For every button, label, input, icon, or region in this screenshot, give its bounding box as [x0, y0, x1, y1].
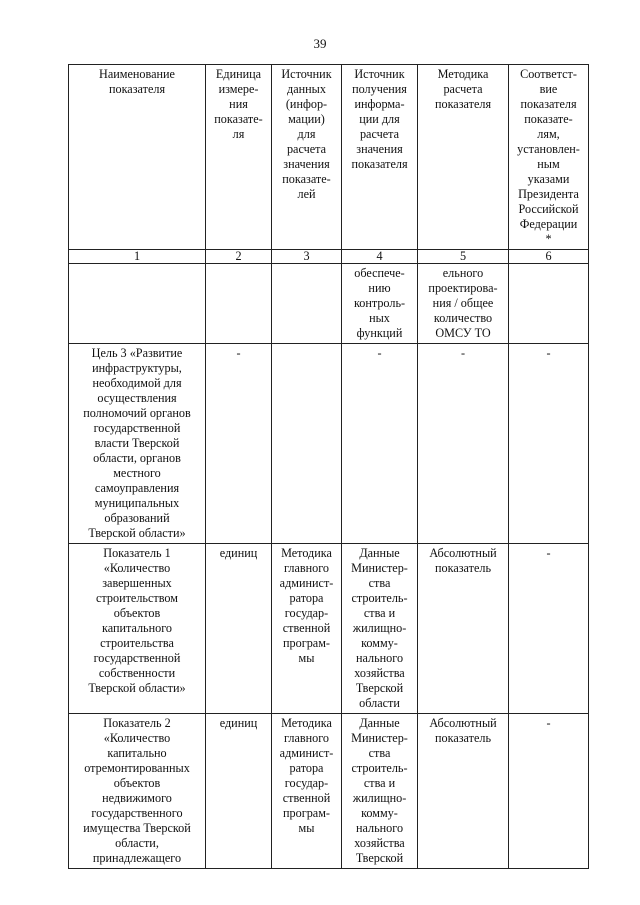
- cell-text-line: Методика: [281, 546, 332, 560]
- cell-text-line: Соответст-: [520, 67, 577, 81]
- cell-text-line: объектов: [113, 776, 161, 790]
- cell-text-line: Источник: [281, 67, 332, 81]
- header-cell: [509, 65, 589, 250]
- cell-text-line: вие: [539, 82, 558, 96]
- cell-text-line: ственной: [282, 621, 331, 635]
- table-cell: [509, 714, 589, 869]
- cell-text-line: -: [377, 346, 382, 360]
- cell-text-line: недвижимого: [102, 791, 172, 805]
- cell-text-line: строитель-: [351, 591, 408, 605]
- header-cell: [418, 65, 509, 250]
- cell-text-line: государственного: [91, 806, 183, 820]
- cell-text-line: -: [236, 346, 241, 360]
- table-cell: [272, 544, 342, 714]
- column-number-cell: 2: [206, 250, 272, 264]
- table-cell: [509, 544, 589, 714]
- table-cell: [206, 344, 272, 544]
- page-number: 39: [313, 36, 327, 51]
- cell-text-line: осуществления: [97, 391, 177, 405]
- column-number-row: [69, 250, 589, 264]
- cell-text-line: образований: [104, 511, 170, 525]
- table-cell: [418, 264, 509, 344]
- cell-text-line: единиц: [219, 546, 258, 560]
- cell-text-line: проектирова-: [428, 281, 498, 295]
- header-cell: [206, 65, 272, 250]
- cell-text-line: получения: [352, 82, 407, 96]
- cell-text-line: функций: [356, 326, 403, 340]
- cell-text-line: показатель: [434, 561, 492, 575]
- cell-text-line: ства: [368, 746, 391, 760]
- cell-text-line: Методика: [281, 716, 332, 730]
- table-cell: [206, 714, 272, 869]
- cell-text-line: инфраструктуры,: [92, 361, 182, 375]
- cell-text-line: капитального: [101, 621, 173, 635]
- cell-text-line: Абсолютный: [429, 716, 497, 730]
- cell-text-line: мы: [298, 651, 315, 665]
- cell-text-line: Тверской: [355, 851, 404, 865]
- cell-text-line: данных: [287, 82, 326, 96]
- cell-text-line: Источник: [354, 67, 405, 81]
- cell-text-line: *: [545, 232, 552, 246]
- cell-text-line: -: [546, 716, 551, 730]
- cell-text-line: ния / общее: [432, 296, 494, 310]
- cell-text-line: государственной: [93, 421, 181, 435]
- cell-text-line: значения: [356, 142, 403, 156]
- cell-text-line: ным: [537, 157, 560, 171]
- table-cell: [509, 264, 589, 344]
- indicators-table: [68, 64, 589, 869]
- cell-text-line: (инфор-: [285, 97, 328, 111]
- cell-text-line: имущества Тверской: [83, 821, 191, 835]
- cell-text-line: указами: [527, 172, 570, 186]
- cell-text-line: Федерации: [519, 217, 578, 231]
- table-cell: [418, 714, 509, 869]
- cell-text-line: значения: [283, 157, 330, 171]
- cell-text-line: для: [297, 127, 316, 141]
- cell-text-line: строитель-: [351, 761, 408, 775]
- cell-text-line: ства: [368, 576, 391, 590]
- cell-text-line: расчета: [359, 127, 400, 141]
- column-number-cell: 1: [69, 250, 206, 264]
- column-number-cell: 4: [342, 250, 418, 264]
- cell-text-line: количество: [433, 311, 493, 325]
- cell-text-line: админист-: [279, 746, 334, 760]
- cell-text-line: ния: [229, 97, 248, 111]
- cell-text-line: ратора: [289, 591, 324, 605]
- cell-text-line: Абсолютный: [429, 546, 497, 560]
- cell-text-line: области, органов: [93, 451, 181, 465]
- cell-text-line: комму-: [361, 636, 398, 650]
- cell-text-line: жилищно-: [352, 621, 407, 635]
- cell-text-line: лей: [297, 187, 316, 201]
- cell-text-line: Цель 3 «Развитие: [91, 346, 183, 360]
- cell-text-line: области: [359, 696, 400, 710]
- cell-text-line: хозяйства: [354, 836, 405, 850]
- cell-text-line: мы: [298, 821, 315, 835]
- cell-text-line: муниципальных: [94, 496, 180, 510]
- cell-text-line: единиц: [219, 716, 258, 730]
- cell-text-line: контроль-: [353, 296, 406, 310]
- cell-text-line: Тверской области»: [88, 526, 186, 540]
- cell-text-line: хозяйства: [354, 666, 405, 680]
- cell-text-line: програм-: [283, 636, 330, 650]
- cell-text-line: показателя: [434, 97, 492, 111]
- table-row: [69, 714, 589, 869]
- column-number-cell: 6: [509, 250, 589, 264]
- cell-text-line: комму-: [361, 806, 398, 820]
- table-row: [69, 344, 589, 544]
- cell-text-line: самоуправления: [94, 481, 180, 495]
- cell-text-line: показате-: [214, 112, 263, 126]
- header-cell: [272, 65, 342, 250]
- cell-text-line: -: [460, 346, 466, 360]
- cell-text-line: области,: [115, 836, 159, 850]
- table-cell: [342, 714, 418, 869]
- cell-text-line: «Количество: [103, 731, 171, 745]
- cell-text-line: необходимой для: [92, 376, 182, 390]
- header-row: [69, 65, 589, 250]
- cell-text-line: Показатель 1: [103, 546, 171, 560]
- cell-text-line: ратора: [289, 761, 324, 775]
- cell-text-line: Данные: [359, 716, 400, 730]
- cell-text-line: ственной: [282, 791, 331, 805]
- cell-text-line: Президента: [518, 187, 579, 201]
- cell-text-line: власти Тверской: [94, 436, 180, 450]
- cell-text-line: Данные: [359, 546, 400, 560]
- cell-text-line: отремонтированных: [84, 761, 190, 775]
- cell-text-line: собственности: [98, 666, 176, 680]
- cell-text-line: расчета: [286, 142, 327, 156]
- cell-text-line: показателя: [108, 82, 166, 96]
- cell-text-line: показате-: [524, 112, 573, 126]
- cell-text-line: Наименование: [99, 67, 175, 81]
- cell-text-line: ции для: [359, 112, 400, 126]
- cell-text-line: Методика: [437, 67, 489, 81]
- cell-text-line: показателя: [520, 97, 577, 111]
- cell-text-line: обеспече-: [354, 266, 405, 280]
- table-cell: [206, 264, 272, 344]
- column-number-cell: 5: [418, 250, 509, 264]
- cell-text-line: Тверской области»: [88, 681, 186, 695]
- cell-text-line: капитально: [107, 746, 167, 760]
- table-cell: [272, 714, 342, 869]
- table-cell: [342, 544, 418, 714]
- cell-text-line: -: [546, 346, 551, 360]
- cell-text-line: Министер-: [351, 731, 408, 745]
- table-cell: [418, 344, 509, 544]
- table-cell: [206, 544, 272, 714]
- table-cell: [69, 344, 206, 544]
- table-cell: [342, 344, 418, 544]
- cell-text-line: местного: [113, 466, 161, 480]
- cell-text-line: государственной: [93, 651, 181, 665]
- table-cell: [342, 264, 418, 344]
- cell-text-line: государ-: [284, 606, 329, 620]
- cell-text-line: ных: [369, 311, 390, 325]
- cell-text-line: админист-: [279, 576, 334, 590]
- cell-text-line: Показатель 2: [103, 716, 171, 730]
- cell-text-line: завершенных: [102, 576, 172, 590]
- header-cell: [69, 65, 206, 250]
- table-cell: [272, 264, 342, 344]
- table-cell: [418, 544, 509, 714]
- table-row: [69, 264, 589, 344]
- cell-text-line: строительства: [100, 636, 174, 650]
- cell-text-line: мации): [288, 112, 325, 126]
- table-cell: [69, 544, 206, 714]
- cell-text-line: показатель: [434, 731, 492, 745]
- cell-text-line: расчета: [443, 82, 483, 96]
- cell-text-line: ства и: [363, 606, 396, 620]
- cell-text-line: Тверской: [355, 681, 404, 695]
- cell-text-line: ОМСУ ТО: [435, 326, 491, 340]
- cell-text-line: жилищно-: [352, 791, 407, 805]
- cell-text-line: показате-: [282, 172, 331, 186]
- cell-text-line: -: [546, 546, 551, 560]
- cell-text-line: нального: [355, 651, 404, 665]
- cell-text-line: полномочий органов: [83, 406, 191, 420]
- cell-text-line: ельного: [442, 266, 484, 280]
- table-cell: [69, 714, 206, 869]
- cell-text-line: информа-: [354, 97, 405, 111]
- cell-text-line: главного: [283, 731, 330, 745]
- table-cell: [509, 344, 589, 544]
- cell-text-line: нию: [368, 281, 391, 295]
- cell-text-line: програм-: [283, 806, 330, 820]
- cell-text-line: государ-: [284, 776, 329, 790]
- header-cell: [342, 65, 418, 250]
- cell-text-line: главного: [283, 561, 330, 575]
- cell-text-line: показателя: [351, 157, 408, 171]
- cell-text-line: «Количество: [103, 561, 171, 575]
- cell-text-line: измере-: [218, 82, 259, 96]
- cell-text-line: принадлежащего: [92, 851, 182, 865]
- cell-text-line: нального: [355, 821, 404, 835]
- table-cell: [69, 264, 206, 344]
- table-row: [69, 544, 589, 714]
- column-number-cell: 3: [272, 250, 342, 264]
- cell-text-line: ства и: [363, 776, 396, 790]
- cell-text-line: Российской: [518, 202, 579, 216]
- cell-text-line: установлен-: [517, 142, 580, 156]
- cell-text-line: строительством: [96, 591, 178, 605]
- table-cell: [272, 344, 342, 544]
- cell-text-line: объектов: [113, 606, 161, 620]
- cell-text-line: Единица: [215, 67, 262, 81]
- cell-text-line: ля: [232, 127, 245, 141]
- cell-text-line: лям,: [537, 127, 560, 141]
- cell-text-line: Министер-: [351, 561, 408, 575]
